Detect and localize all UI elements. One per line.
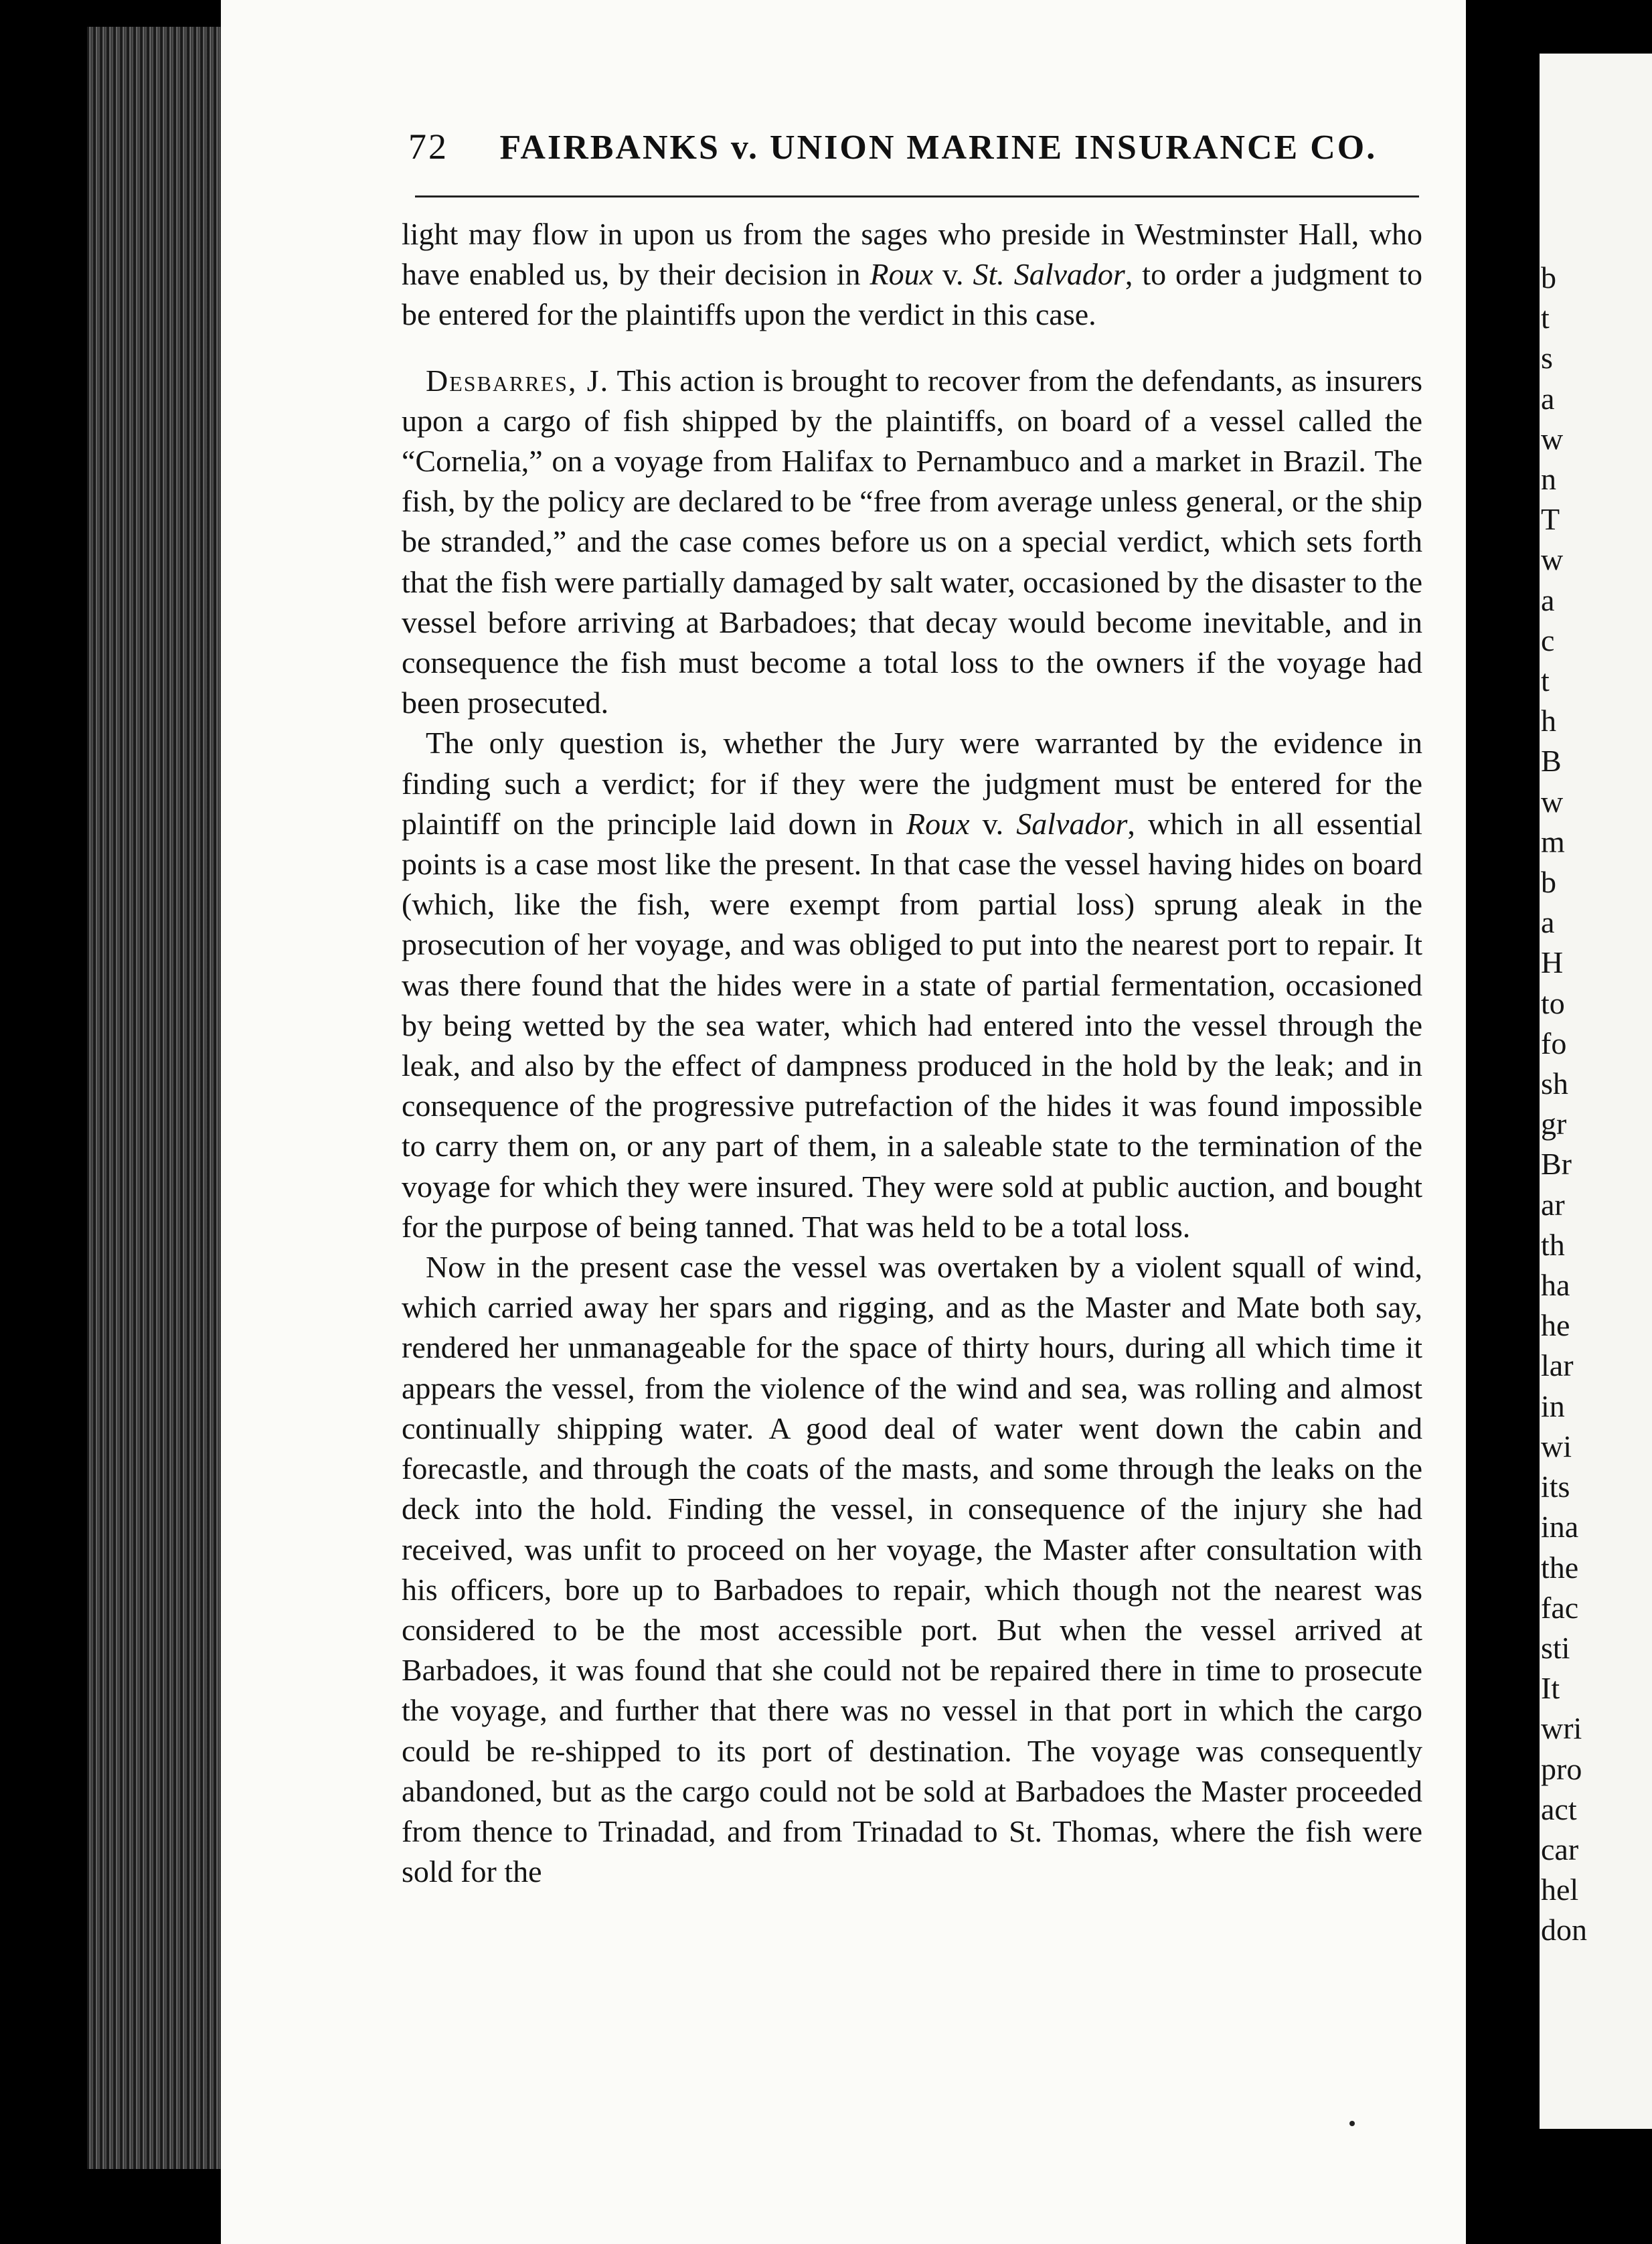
- facing-line: the: [1541, 1550, 1579, 1585]
- header-rule: [415, 195, 1419, 197]
- facing-line: don: [1541, 1913, 1587, 1947]
- facing-line: a: [1541, 905, 1555, 940]
- facing-line: fac: [1541, 1590, 1579, 1625]
- facing-line: ha: [1541, 1268, 1570, 1303]
- case-name: Roux: [906, 806, 970, 841]
- facing-line: lar: [1541, 1348, 1574, 1383]
- facing-line: car: [1541, 1832, 1579, 1866]
- facing-line: fo: [1541, 1026, 1567, 1060]
- page-speck: [1349, 2121, 1355, 2126]
- paragraph: [402, 214, 1422, 335]
- paragraph: [402, 361, 1422, 724]
- facing-line: wri: [1541, 1711, 1582, 1746]
- facing-line: w: [1541, 421, 1564, 456]
- facing-line: t: [1541, 663, 1550, 698]
- facing-line: b: [1541, 865, 1556, 900]
- text-run: The only question is, whether the Jury were warranted by the evidence in finding such a verdict; for if they were the judgment must be entered for the plaintiff on the principle laid down in: [402, 726, 1422, 841]
- facing-line: act: [1541, 1791, 1577, 1826]
- facing-line: wi: [1541, 1429, 1572, 1463]
- case-name: Salvador: [1016, 806, 1128, 841]
- facing-line: th: [1541, 1227, 1565, 1262]
- facing-line: n: [1541, 462, 1556, 497]
- facing-line: H: [1541, 945, 1564, 980]
- text-run: This action is brought to recover from the defendants, as insurers upon a cargo of fish shipped by the plaintiffs, on board of a vessel called the “Cornelia,” on a voyage from Halifax to Pernambuco and a market in Brazil. The fish, by the policy are declared to be “free from average unless general, or the ship be stranded,” and the case comes before us on a special verdict, which sets forth that the fish were partially damaged by salt water, occasioned by the disaster to the vessel before arriving at Barbadoes; that decay would become inevitable, and in consequence the fish must become a total loss to the owners if the voyage had been prosecuted.: [402, 363, 1422, 720]
- gutter: [1466, 0, 1540, 2244]
- judge-name: Desbarres, J.: [426, 363, 610, 398]
- facing-line: T: [1541, 502, 1560, 537]
- paragraph: [402, 1247, 1422, 1892]
- case-name: Roux: [870, 257, 933, 292]
- facing-line: t: [1541, 301, 1550, 335]
- facing-line: It: [1541, 1671, 1560, 1706]
- facing-line: c: [1541, 623, 1555, 657]
- facing-line: a: [1541, 381, 1555, 416]
- case-name: St. Salvador: [973, 257, 1125, 292]
- facing-line: Br: [1541, 1147, 1572, 1182]
- facing-line: hel: [1541, 1872, 1579, 1907]
- text-run: Now in the present case the vessel was overtaken by a violent squall of wind, which carried away her spars and rigging, and as the Master and Mate both say, rendered her unmanageable for the space of thirty hours, during all which time it appears the vessel, from the violence of the wind and sea, was rolling and almost continually shipping water. A good deal of water went down the cabin and forecastle, and through the coats of the masts, and some through the leaks on the deck into the hold. Finding the vessel, in consequence of the injury she had received, was unfit to proceed on her voyage, the Master after consultation with his officers, bore up to Barbadoes to repair, which though not the nearest was considered to be the most accessible port. But when the vessel arrived at Barbadoes, it was found that she could not be repaired there in time to prosecute the voyage, and further that there was no vessel in that port in which the cargo could be re-shipped to its port of destination. The voyage was consequently abandoned, but as the cargo could not be sold at Barbadoes the Master proceeded from thence to Trinadad, and from Trinadad to St. Thomas, where the fish were sold for the: [402, 1250, 1422, 1889]
- facing-line: sti: [1541, 1630, 1570, 1665]
- text-run: , to order a judgment to be entered for the plaintiffs upon the verdict in this case.: [402, 257, 1422, 332]
- text-run: , which in all essential points is a case most like the present. In that case the vessel having hides on board (which, like the fish, were exempt from partial loss) sprung aleak in the prosecution of her voyage, and was obliged to put into the nearest port to repair. It was there found that the hides were in a state of partial fermentation, occasioned by being wetted by the sea water, which had entered into the vessel through the leak, and also by the effect of dampness produced in the hold by the leak; and in consequence of the progressive putrefaction of the hides it was found impossible to carry them on, or any part of them, in a saleable state to the termination of the voyage for which they were insured. They were sold at public auction, and bought for the purpose of being tanned. That was held to be a total loss.: [402, 806, 1423, 1244]
- facing-line: in: [1541, 1388, 1565, 1423]
- facing-line: B: [1541, 744, 1562, 779]
- facing-line: ina: [1541, 1510, 1579, 1544]
- facing-line: pro: [1541, 1751, 1582, 1786]
- running-head: [408, 126, 1439, 186]
- facing-line: w: [1541, 784, 1564, 819]
- facing-line: m: [1541, 824, 1565, 859]
- running-title: FAIRBANKS v. UNION MARINE INSURANCE CO.: [499, 129, 1378, 167]
- facing-line: ar: [1541, 1187, 1565, 1222]
- facing-line: he: [1541, 1308, 1570, 1343]
- facing-line: to: [1541, 985, 1565, 1020]
- page-number: 72: [408, 127, 448, 167]
- facing-line: sh: [1541, 1066, 1568, 1101]
- text-run: v.: [933, 257, 973, 292]
- facing-line: w: [1541, 542, 1564, 577]
- paragraph: [402, 723, 1422, 1247]
- facing-line: gr: [1541, 1107, 1567, 1141]
- facing-line: h: [1541, 704, 1556, 738]
- text-run: light may flow in upon us from the sages who preside in Westminster Hall, who have enabled us, by their decision in: [402, 217, 1422, 292]
- facing-line: a: [1541, 582, 1555, 617]
- text-run: v.: [969, 806, 1017, 841]
- body-text: [402, 214, 1422, 1892]
- facing-page-text: [1541, 258, 1652, 1951]
- facing-line: its: [1541, 1469, 1570, 1504]
- facing-line: b: [1541, 260, 1556, 295]
- facing-line: s: [1541, 341, 1553, 376]
